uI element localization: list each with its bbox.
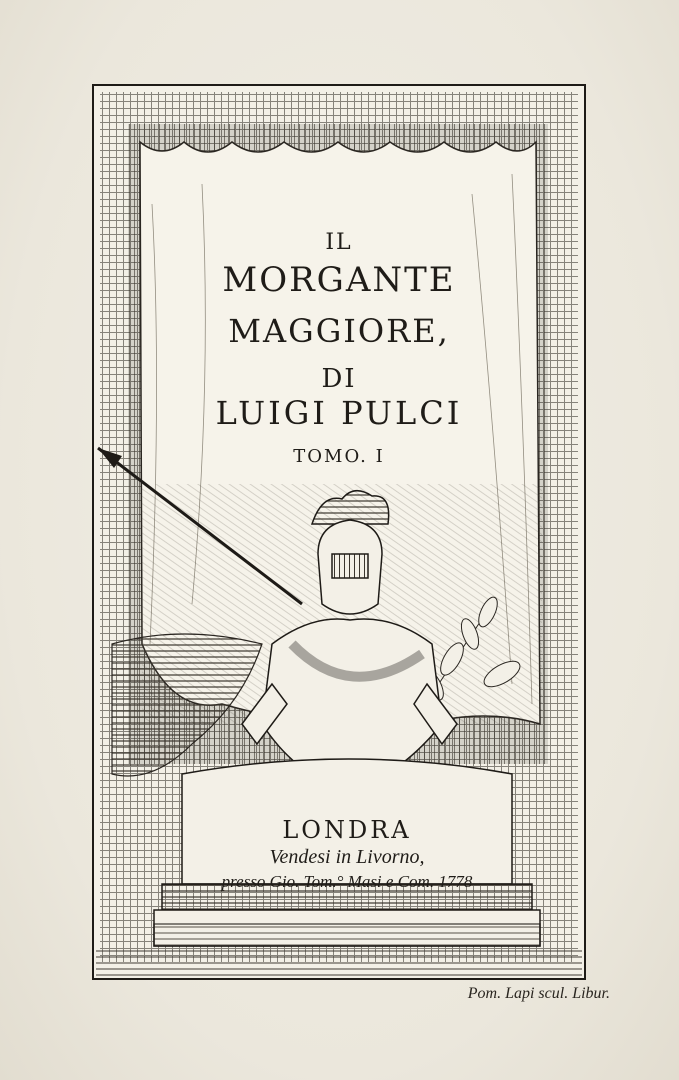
- engraver-signature: Pom. Lapi scul. Libur.: [467, 985, 610, 1002]
- title-di: DI: [321, 364, 357, 394]
- imprint-city: LONDRA: [282, 816, 412, 844]
- imprint-publisher: presso Gio. Tom.° Masi e Com. 1778: [221, 872, 473, 891]
- visor: [332, 554, 368, 578]
- title-morgante: MORGANTE: [222, 260, 456, 300]
- engraved-plate: [92, 84, 586, 980]
- author-name: LUIGI PULCI: [215, 394, 463, 432]
- title-article: IL: [325, 230, 353, 255]
- title-maggiore: MAGGIORE,: [228, 312, 450, 350]
- ground: [96, 946, 582, 976]
- volume-label: TOMO. I: [293, 446, 385, 467]
- imprint-sold-in: Vendesi in Livorno,: [269, 846, 425, 868]
